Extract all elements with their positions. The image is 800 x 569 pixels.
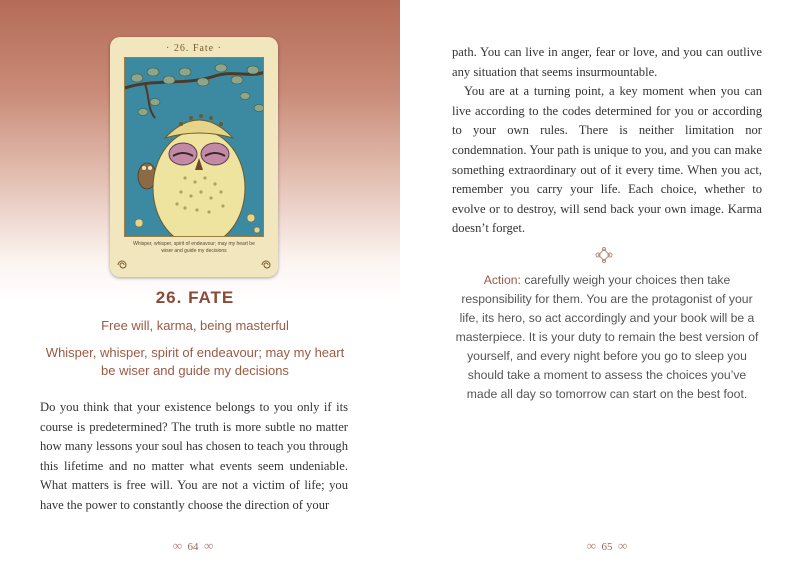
- triskele-icon: [116, 259, 128, 271]
- page-number-left: [153, 538, 233, 554]
- page-number-value: 64: [187, 541, 199, 553]
- celtic-knot-icon: [595, 247, 613, 263]
- action-label: Action:: [483, 273, 521, 287]
- body-text-left: Do you think that your existence belongs to you only if its course is predetermined? The truth is more subtle no matter how many lessons your soul has chosen to teach you through this lifetime and no matter what events seem undeniable. What matters is free will. You are not a victim of life; you have the power to constantly choose the direction of your: [40, 400, 348, 512]
- card-heading: 26. FATE: [155, 288, 235, 307]
- oracle-card: [110, 37, 278, 277]
- card-affirmation: Whisper, whisper, spirit of endeavour; may my heart be wiser and guide my decisions: [45, 345, 345, 378]
- action-paragraph: [452, 271, 762, 404]
- infinity-ornament-icon: ∞: [172, 538, 182, 553]
- owl-illustration-icon: [124, 57, 264, 237]
- action-text: carefully weigh your choices then take responsibility for them. You are the protagonist of your life, its hero, so act accordingly and your book will be a masterpiece. It is your duty to remain the best version of yourself, and every night before you go to sleep you should take a moment to assess the choices you’ve made all day so tomorrow can start on the best foot.: [455, 273, 759, 401]
- page-number-value: 65: [601, 541, 613, 553]
- triskele-icon: [260, 259, 272, 271]
- infinity-ornament-icon: ∞: [618, 538, 628, 553]
- body-text-right: [452, 43, 762, 239]
- paragraph: path. You can live in anger, fear or love, and you can outlive any situation that seems insurmountable.: [452, 45, 762, 79]
- infinity-ornament-icon: ∞: [586, 538, 596, 553]
- infinity-ornament-icon: ∞: [204, 538, 214, 553]
- card-title: · 26. Fate ·: [166, 43, 222, 54]
- card-caption: Whisper, whisper, spirit of endeavour; may my heart be wiser and guide my decisions: [133, 241, 255, 254]
- page-number-right: [567, 538, 647, 554]
- card-keywords: Free will, karma, being masterful: [101, 318, 289, 333]
- paragraph: You are at a turning point, a key moment when you can live according to the codes determined for you or according to your own rules. There is neither limitation nor condemnation. Your path is unique to you, and you can make something extraordinary out of it every time. When you act, remember you carry your life. Each choice, whether to evolve or to destroy, will send back your own image. Karma doesn’t forget.: [452, 84, 762, 236]
